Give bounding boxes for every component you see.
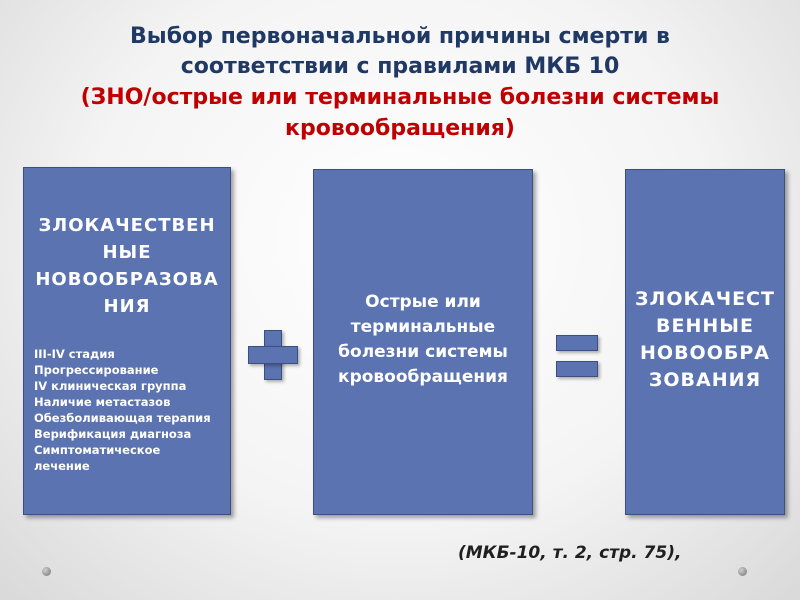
nav-dot-right[interactable]: [738, 567, 747, 576]
slide-title: [40, 22, 760, 144]
circulatory-diseases-heading: [322, 290, 524, 390]
nav-dot-left[interactable]: [42, 567, 51, 576]
criteria-list: [34, 346, 224, 474]
criteria-item: Наличие метастазов: [34, 395, 171, 409]
heading-line: ЗЛОКАЧЕСТВЕН: [38, 215, 216, 236]
icd-reference: (МКБ-10, т. 2, стр. 75),: [458, 543, 682, 563]
criteria-item: IV клиническая группа: [34, 379, 187, 393]
heading-line: Острые или: [365, 292, 481, 312]
heading-line: кровообращения: [338, 367, 508, 387]
heading-line: НОВООБРАЗОВА: [35, 269, 219, 290]
heading-line: НИЯ: [103, 296, 151, 317]
heading-line: ВЕННЫЕ: [656, 315, 754, 337]
result-box: [625, 169, 785, 515]
circulatory-diseases-box: [313, 169, 533, 515]
criteria-item: III-IV стадия: [34, 347, 115, 361]
criteria-item: лечение: [34, 459, 90, 473]
criteria-item: Симптоматическое: [34, 443, 161, 457]
heading-line: ЗЛОКАЧЕСТ: [635, 288, 775, 310]
title-line-2: соответствии с правилами МКБ 10: [180, 54, 620, 79]
criteria-item: Верификация диагноза: [34, 427, 192, 441]
heading-line: НОВООБРА: [640, 342, 770, 364]
malignant-neoplasms-heading: [30, 212, 224, 320]
heading-line: болезни системы: [338, 342, 508, 362]
equals-icon: [556, 335, 600, 381]
result-heading: [630, 286, 780, 394]
heading-line: терминальные: [350, 317, 496, 337]
subtitle-line-1: (ЗНО/острые или терминальные болезни системы: [80, 85, 720, 110]
subtitle-line-2: кровообращения): [285, 116, 515, 141]
criteria-item: Обезболивающая терапия: [34, 411, 211, 425]
criteria-item: Прогрессирование: [34, 363, 159, 377]
title-line-1: Выбор первоначальной причины смерти в: [130, 24, 670, 49]
malignant-neoplasms-box: [23, 167, 231, 515]
plus-icon: [248, 330, 298, 380]
heading-line: НЫЕ: [102, 242, 152, 263]
heading-line: ЗОВАНИЯ: [648, 369, 762, 391]
